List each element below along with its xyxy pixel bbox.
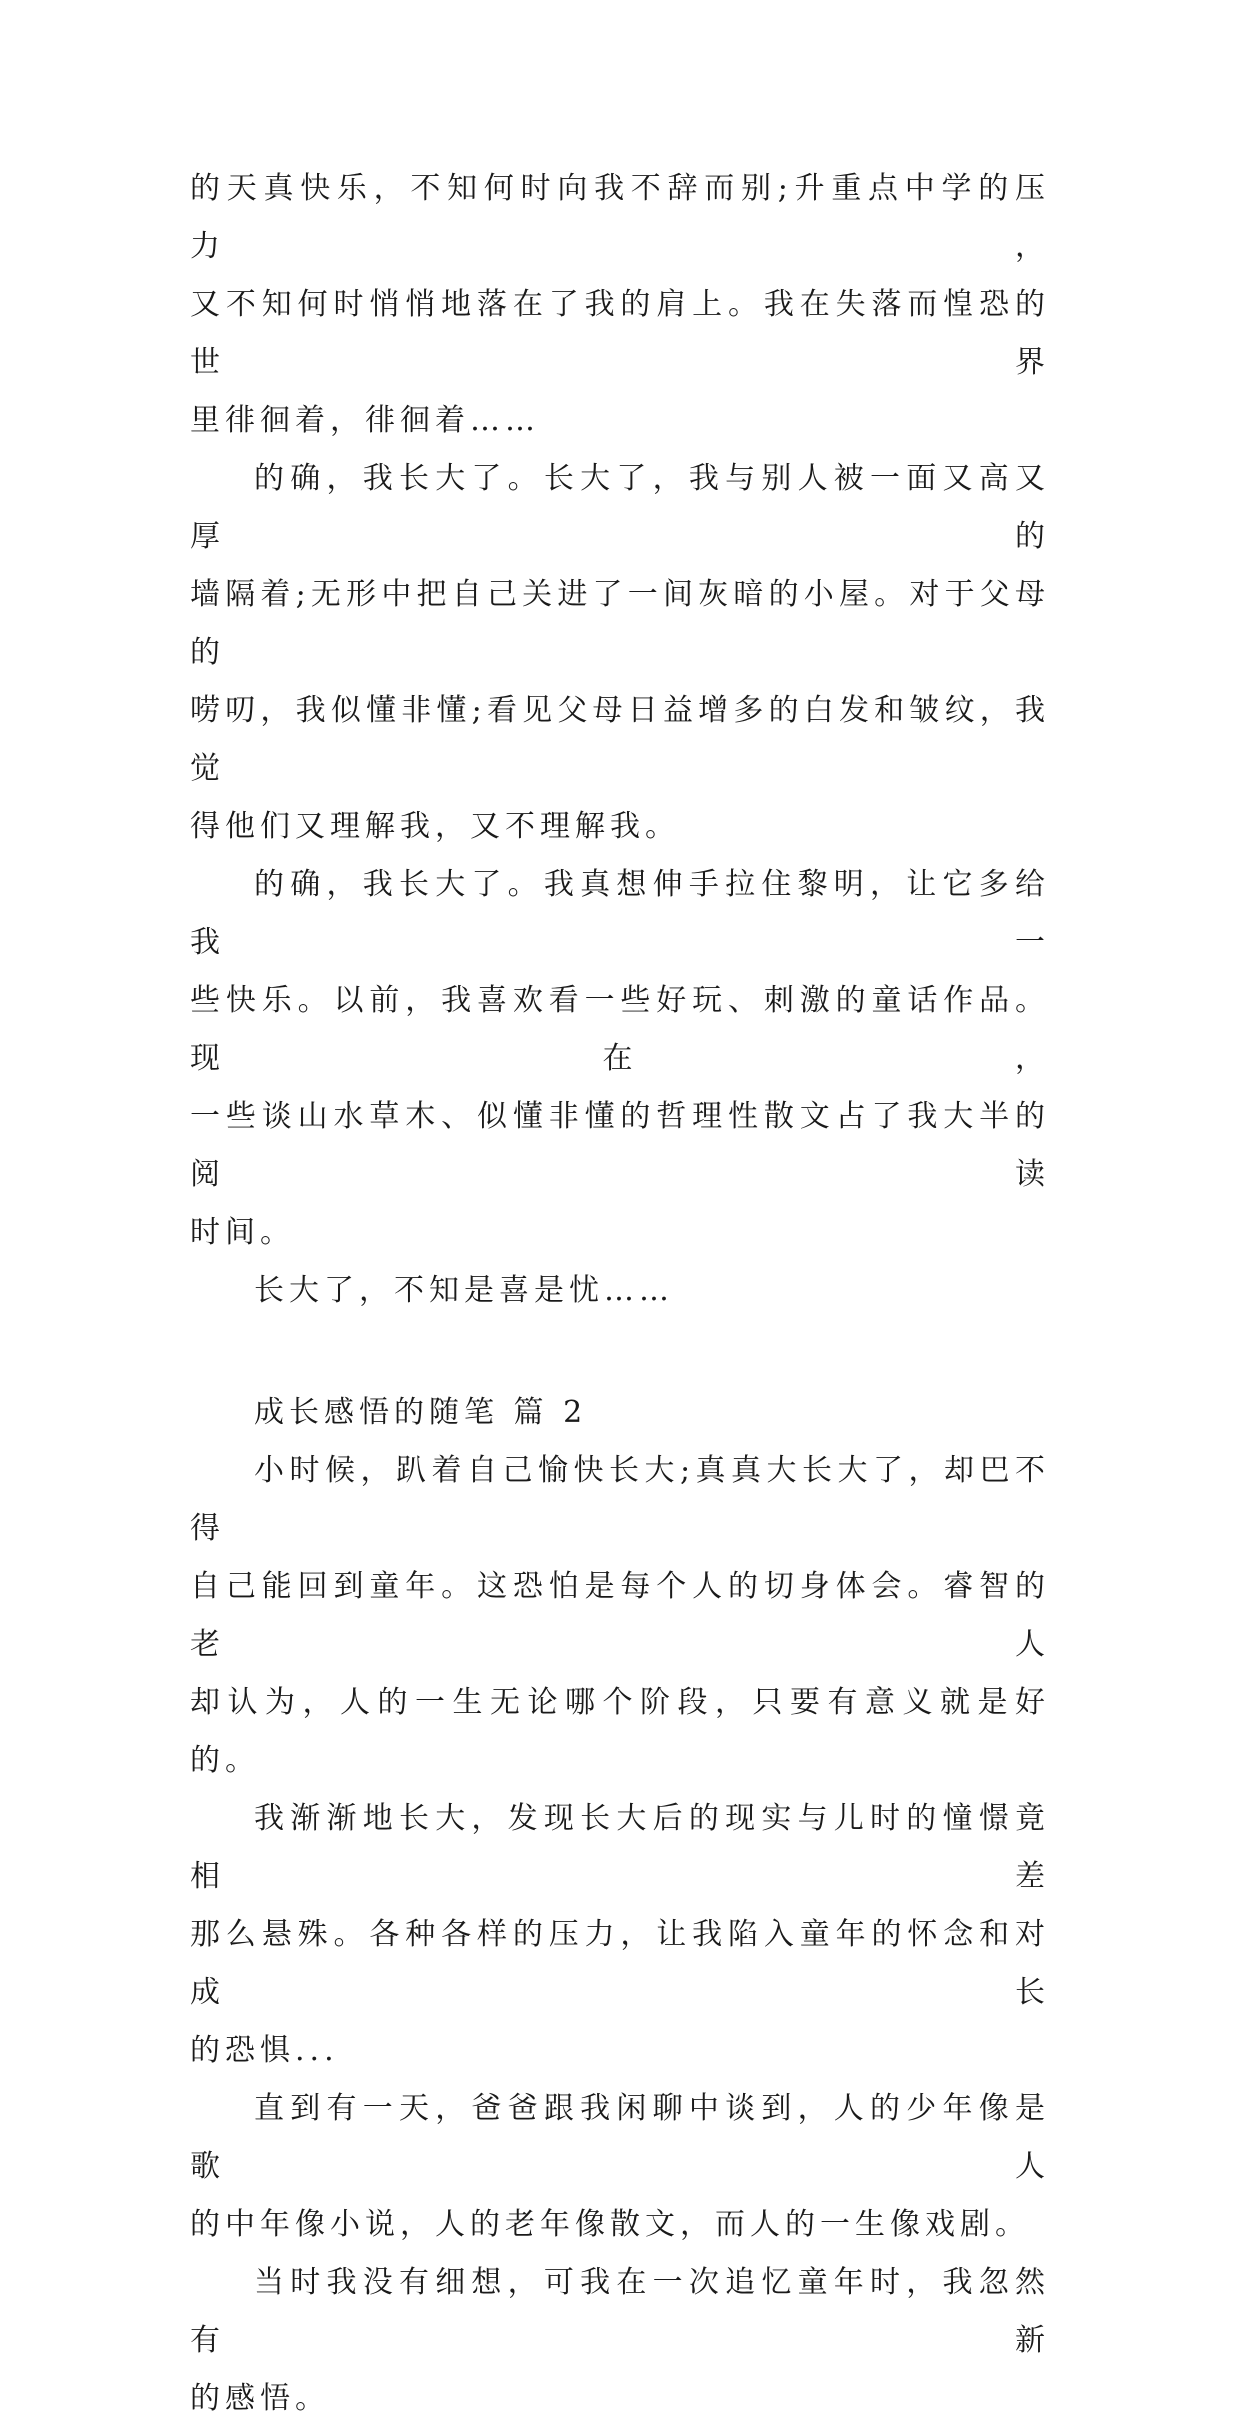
paragraph-line: 自己能回到童年。这恐怕是每个人的切身体会。睿智的老人 [190,1569,1050,1662]
paragraph-line: 的确，我长大了。长大了，我与别人被一面又高又厚的 [190,461,1050,554]
paragraph-line: 得他们又理解我，又不理解我。 [190,809,680,844]
paragraph [190,2254,1050,2428]
paragraph [190,160,1050,450]
paragraph-line: 墙隔着;无形中把自己关进了一间灰暗的小屋。对于父母的 [190,577,1050,670]
paragraph [190,450,1050,856]
paragraph-line: 长大了，不知是喜是忧…… [254,1273,674,1308]
paragraph-line: 的天真快乐，不知何时向我不辞而别;升重点中学的压力， [190,171,1050,264]
paragraph-line: 时间。 [190,1215,295,1250]
paragraph [190,2080,1050,2254]
paragraph [190,1442,1050,1790]
paragraph-line: 的恐惧... [190,2033,339,2068]
section-heading: 成长感悟的随笔 篇 2 [254,1395,588,1430]
paragraph-line: 唠叨，我似懂非懂;看见父母日益增多的白发和皱纹，我觉 [190,693,1050,786]
paragraph-line: 我渐渐地长大，发现长大后的现实与儿时的憧憬竟相差 [190,1801,1050,1894]
paragraph-line: 又不知何时悄悄地落在了我的肩上。我在失落而惶恐的世界 [190,287,1050,380]
paragraph-line: 的中年像小说，人的老年像散文，而人的一生像戏剧。 [190,2207,1030,2242]
paragraph-line: 的确，我长大了。我真想伸手拉住黎明，让它多给我一 [190,867,1050,960]
essay-part-1 [190,160,1050,1320]
essay-part-2 [190,1442,1050,2428]
paragraph-line: 直到有一天，爸爸跟我闲聊中谈到，人的少年像是歌人 [190,2091,1050,2184]
document-page [190,160,1050,2428]
paragraph-line: 一些谈山水草木、似懂非懂的哲理性散文占了我大半的阅读 [190,1099,1050,1192]
paragraph-line: 小时候，趴着自己愉快长大;真真大长大了，却巴不得 [190,1453,1050,1546]
paragraph-line: 的感悟。 [190,2381,330,2416]
paragraph-line: 里徘徊着，徘徊着…… [190,403,540,438]
paragraph [190,856,1050,1262]
paragraph [190,1262,1050,1320]
paragraph-line: 些快乐。以前，我喜欢看一些好玩、刺激的童话作品。现在， [190,983,1050,1076]
paragraph-line: 那么悬殊。各种各样的压力，让我陷入童年的怀念和对成长 [190,1917,1050,2010]
paragraph-line: 当时我没有细想，可我在一次追忆童年时，我忽然有新 [190,2265,1050,2358]
paragraph [190,1790,1050,2080]
paragraph-line: 却认为，人的一生无论哪个阶段，只要有意义就是好的。 [190,1685,1050,1778]
